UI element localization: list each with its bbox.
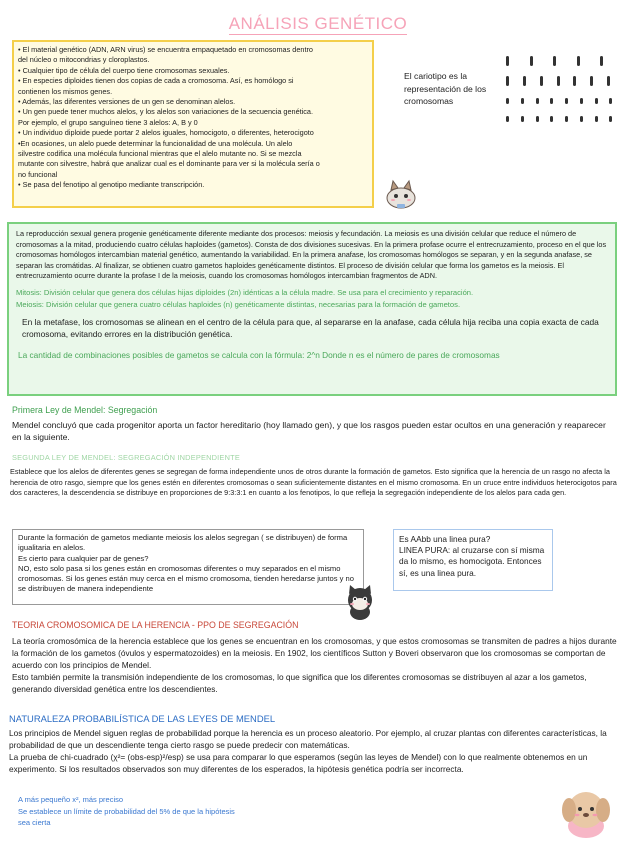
chromosome-mark [580, 98, 583, 104]
chromosome-mark [521, 116, 524, 122]
segregation-question: Es cierto para cualquier par de genes? [18, 553, 149, 563]
chromosome-mark [536, 98, 539, 104]
chromosome-mark [540, 76, 543, 86]
box1-line: • El material genético (ADN, ARN virus) se encuentra empaquetado en cromosomas dentro [18, 45, 313, 54]
box1-line: • Un gen puede tener muchos alelos, y los alelos son variaciones de la secuencia genética. [18, 107, 314, 117]
mitosis-definition: Mitosis: División celular que genera dos células hijas diploides (2n) idénticas a la célula madre. Se usa para el crecimiento y reparación. [16, 287, 474, 297]
chromosome-mark [565, 116, 568, 122]
chromosome-mark [609, 116, 612, 122]
chromosome-mark [590, 76, 593, 86]
chromosome-mark [580, 116, 583, 122]
pure-line-question: Es AAbb una linea pura? [399, 534, 491, 544]
pure-line-answer: LINEA PURA: al cruzarse con sí misma da lo mismo, es homocigota. Entonces sí, es una linea pura. [399, 545, 545, 578]
chromosomic-theory-p2: Esto también permite la transmisión independiente de los cromosomas, lo que significa que los diferentes cromosomas se distribuyen al azar a los gametos, generando diversidad genética entre los descendientes. [12, 672, 587, 694]
meiosis-definition: Meiosis: División celular que genera cuatro células haploides (n) genéticamente distintas, necesarias para la formación de gametos. [16, 299, 461, 309]
first-law-heading: Primera Ley de Mendel: Segregación [12, 405, 158, 415]
cat-sticker-icon [384, 178, 418, 210]
segregation-question-box [12, 529, 364, 605]
box1-line: silvestre codifica una molécula funcional mientras que el alelo mutante no. Si se mezcla [18, 149, 302, 159]
chi-note-1: A más pequeño x², más preciso [18, 795, 124, 804]
meiosis-box [7, 222, 617, 396]
karyotype-image [502, 48, 628, 128]
chromosome-mark [506, 56, 509, 66]
chromosome-mark [607, 76, 610, 86]
probabilistic-p1: Los principios de Mendel siguen reglas de probabilidad porque la herencia es un proceso aleatorio. Por ejemplo, al cruzar plantas con diferentes características, la probabilidad de que un descendiente tenga cierto rasgo se puede predecir con matemáticas. [9, 728, 607, 750]
chromosome-mark [557, 76, 560, 86]
box1-line: • Se pasa del fenotipo al genotipo mediante transcripción. [18, 180, 205, 190]
box1-line: mutante con silvestre, habrá que analizar cual es el dominante para ver si la molécula sería o [18, 159, 320, 169]
chromosome-mark [506, 98, 509, 104]
box1-line: •En ocasiones, un alelo puede determinar la funcionalidad de una molécula. Un alelo [18, 138, 293, 148]
box1-line: Por ejemplo, el grupo sanguíneo tiene 3 alelos: A, B y 0 [18, 117, 198, 127]
probabilistic-p2: La prueba de chi-cuadrado (χ²= (obs-esp)²/esp) se usa para comparar lo que esperamos (según las leyes de Mendel) con lo que realmente obtenemos en un experimento. Si los resultados observados son muy diferentes de los esperados, la hipótesis genética podría ser incorrecta. [9, 752, 588, 774]
karyotype-caption: El cariotipo es la representación de los cromosomas [404, 71, 487, 106]
box1-line: • Un individuo diploide puede portar 2 alelos iguales, homocigoto, o diferentes, heterocigoto [18, 128, 314, 138]
genetic-material-box [12, 40, 374, 208]
chromosome-mark [573, 76, 576, 86]
box1-line: • Cualquier tipo de célula del cuerpo tiene cromosomas sexuales. [18, 65, 230, 75]
second-law-heading: SEGUNDA LEY DE MENDEL: SEGREGACIÓN INDEPENDIENTE [12, 453, 240, 462]
chromosome-mark [565, 98, 568, 104]
chromosome-mark [553, 56, 556, 66]
chromosome-mark [550, 98, 553, 104]
chromosome-mark [506, 76, 509, 86]
probabilistic-heading: NATURALEZA PROBABILÍSTICA DE LAS LEYES DE MENDEL [9, 713, 276, 724]
dog-sticker-icon [558, 786, 614, 840]
chromosome-mark [536, 116, 539, 122]
chromosome-mark [506, 116, 509, 122]
segregation-answer: NO, esto solo pasa si los genes están en cromosomas diferentes o muy separados en el mismo cromosomas. Si los genes están muy cerca en el mismo cromosoma, tienden heredarse juntos y no se distribuyen de manera independiente [18, 563, 354, 594]
chromosome-mark [521, 98, 524, 104]
chromosomic-theory-p1: La teoría cromosómica de la herencia establece que los genes se encuentran en los cromosomas, y que estos cromosomas se transmiten de padres a hijos durante la formación de los gametos (óvulos y espermatozoides) en la meiosis. En 1902, los científicos Sutton y Boveri observaron que los cromosomas se comportan de acuerdo con los principios de Mendel. [12, 636, 617, 670]
chromosome-mark [550, 116, 553, 122]
box1-line: • Además, las diferentes versiones de un gen se denominan alelos. [18, 97, 236, 107]
metafase-note: En la metafase, los cromosomas se alinean en el centro de la célula para que, al separarse en la anafase, cada célula hija reciba una copia exacta de cada cromosoma, evitando errores en la distribución genética. [22, 316, 599, 339]
box1-line: contienen los mismos genes. [18, 86, 113, 96]
chromosome-mark [600, 56, 603, 66]
second-law-text: Establece que los alelos de diferentes genes se segregan de forma independiente unos de otros durante la formación de gametos. Esto significa que la herencia de un rasgo no afecta la herencia de otro rasgo, siempre que los genes estén en diferentes cromosomas o sean suficientemente distantes en el mismo cromosoma. En un cruce entre individuos heterocigotos para dos caracteres, la descendencia se distribuye en proporciones de 9:3:3:1 en cuanto a los fenotipos, lo que refleja la segregación independiente de los alelos para cada gen. [10, 467, 617, 498]
chromosome-mark [595, 116, 598, 122]
pure-line-box [393, 529, 553, 591]
box1-line: no funcional [18, 169, 58, 179]
page-title: ANÁLISIS GENÉTICO [228, 14, 408, 33]
combinations-note: La cantidad de combinaciones posibles de gametos se calcula con la fórmula: 2^n Donde n es el número de pares de cromosomas [18, 349, 500, 360]
meiosis-paragraph: La reproducción sexual genera progenie genéticamente diferente mediante dos procesos: meiosis y fecundación. La meiosis es una división celular que reduce el número de cromosomas a la mitad, produciendo cuatro células haploides (gametos). Consta de dos divisiones sucesivas. En la primera profase ocurre el entrecruzamiento, proceso en el que los cromosomas homólogos intercambian material genético, aumentando la variabilidad. En la primera anafase, los cromosomas homólogos se separan, y en la segunda anafase, se separan las cromátidas. Al finalizar, se obtienen cuatro gametos haploides genéticamente distintos. El proceso de división celular que forma los gametos es la meiosis. El entrecruzamiento ocurre durante la profase I de la meiosis, cuando los cromosomas homólogos intercambian fragmentos de ADN. [16, 229, 607, 281]
box1-line: del núcleo o mitocondrias y cloroplastos. [18, 55, 150, 65]
chromosome-mark [609, 98, 612, 104]
chi-note-2: Se establece un límite de probabilidad del 5% de que la hipótesis sea cierta [18, 807, 235, 827]
first-law-text: Mendel concluyó que cada progenitor aporta un factor hereditario (hoy llamado gen), y que los rasgos pueden estar ocultos en una generación y reaparecer en la siguiente. [12, 420, 606, 443]
chromosome-mark [530, 56, 533, 66]
chromosome-mark [577, 56, 580, 66]
cat-sticker-icon [342, 584, 378, 622]
segregation-statement: Durante la formación de gametos mediante meiosis los alelos segregan ( se distribuyen) de forma igualitaria en alelos. [18, 533, 348, 553]
chromosome-mark [523, 76, 526, 86]
chromosomic-theory-heading: TEORIA CROMOSOMICA DE LA HERENCIA - PPO DE SEGREGACIÓN [12, 620, 299, 630]
chromosome-mark [595, 98, 598, 104]
box1-line: • En especies diploides tienen dos copias de cada a cromosoma. Así, es homólogo si [18, 76, 294, 86]
